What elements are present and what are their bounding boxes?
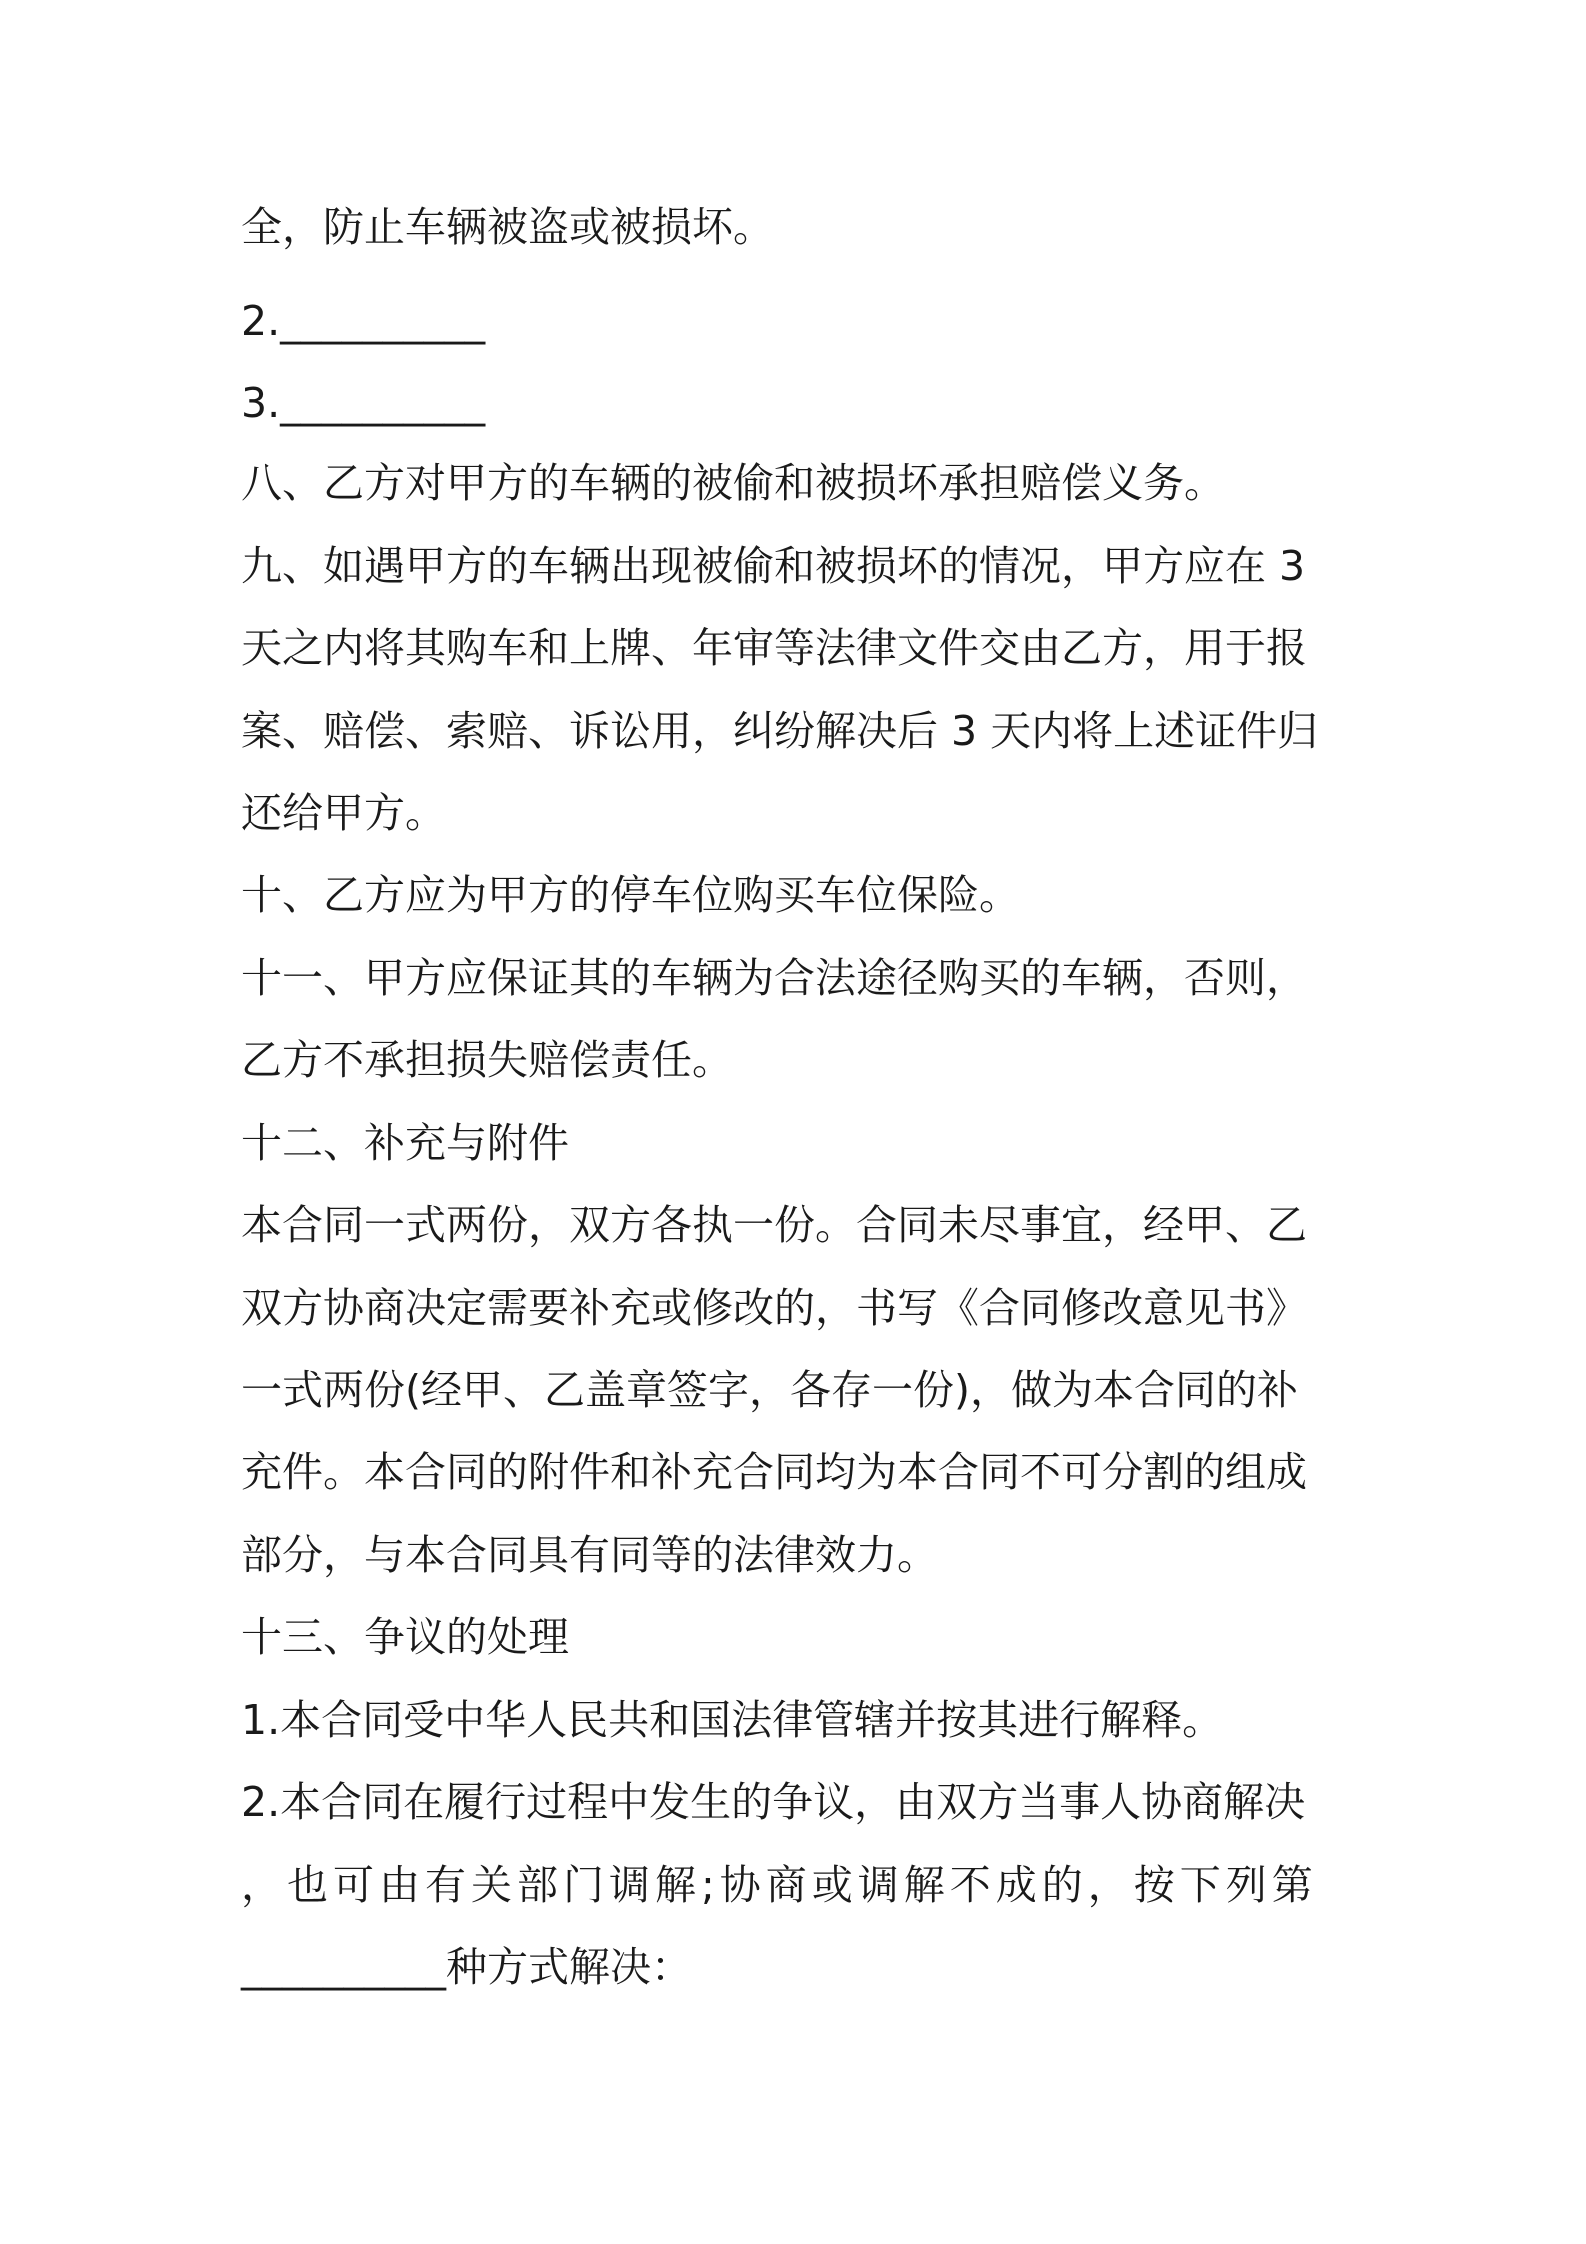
clause-13-heading: 十三、争议的处理 bbox=[241, 1613, 569, 1661]
text-line-1: 全，防止车辆被盗或被损坏。 bbox=[241, 203, 774, 251]
clause-9-line-3: 案、赔偿、索赔、诉讼用，纠纷解决后 3 天内将上述证件归 bbox=[241, 707, 1319, 755]
clause-12-heading: 十二、补充与附件 bbox=[241, 1119, 569, 1167]
clause-12-line-5: 部分，与本合同具有同等的法律效力。 bbox=[241, 1531, 938, 1579]
clause-12-line-4: 充件。本合同的附件和补充合同均为本合同不可分割的组成 bbox=[241, 1448, 1307, 1496]
clause-13-item-2-line-3: __________种方式解决： bbox=[241, 1943, 692, 1991]
clause-13-item-1: 1.本合同受中华人民共和国法律管辖并按其进行解释。 bbox=[241, 1696, 1224, 1744]
clause-12-line-2: 双方协商决定需要补充或修改的，书写《合同修改意见书》 bbox=[241, 1284, 1307, 1332]
clause-9-line-1: 九、如遇甲方的车辆出现被偷和被损坏的情况，甲方应在 3 bbox=[241, 542, 1306, 590]
clause-9-line-4: 还给甲方。 bbox=[241, 789, 446, 837]
clause-12-line-3: 一式两份(经甲、乙盖章签字，各存一份)，做为本合同的补 bbox=[241, 1366, 1298, 1414]
clause-13-item-2-line-1: 2.本合同在履行过程中发生的争议，由双方当事人协商解决 bbox=[241, 1778, 1306, 1826]
blank-item-3: 3.__________ bbox=[241, 379, 486, 427]
clause-10: 十、乙方应为甲方的停车位购买车位保险。 bbox=[241, 871, 1020, 919]
clause-9-line-2: 天之内将其购车和上牌、年审等法律文件交由乙方，用于报 bbox=[241, 624, 1307, 672]
clause-11-line-2: 乙方不承担损失赔偿责任。 bbox=[241, 1036, 733, 1084]
clause-13-item-2-line-2: ，也可由有关部门调解;协商或调解不成的，按下列第 bbox=[241, 1861, 1318, 1909]
clause-12-line-1: 本合同一式两份，双方各执一份。合同未尽事宜，经甲、乙 bbox=[241, 1201, 1307, 1249]
clause-11-line-1: 十一、甲方应保证其的车辆为合法途径购买的车辆，否则， bbox=[241, 954, 1307, 1002]
clause-8: 八、乙方对甲方的车辆的被偷和被损坏承担赔偿义务。 bbox=[241, 459, 1225, 507]
blank-item-2: 2.__________ bbox=[241, 297, 486, 345]
